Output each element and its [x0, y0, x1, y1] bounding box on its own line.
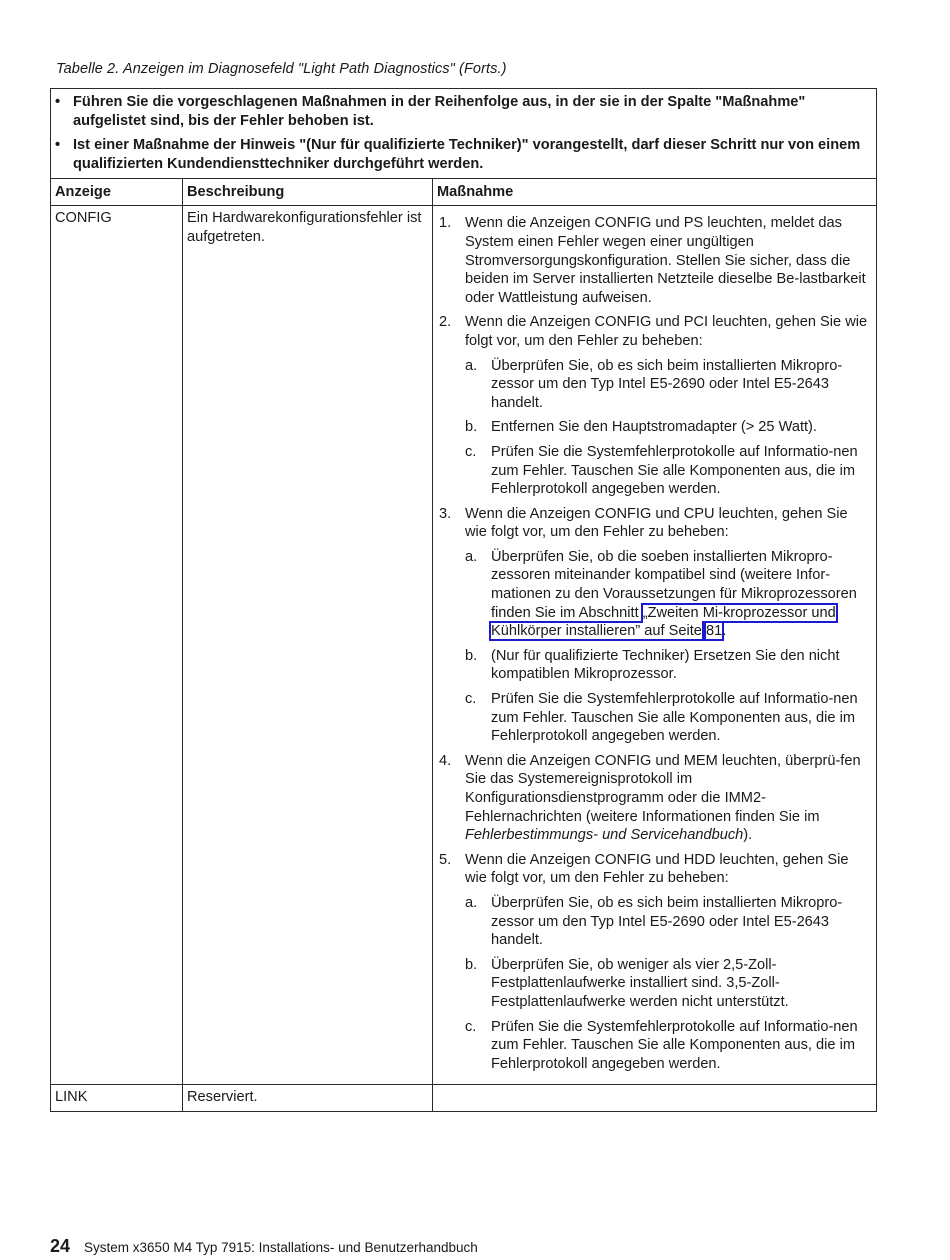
sub-text-end: .	[722, 623, 727, 640]
sub-text: Prüfen Sie die Systemfehlerprotokolle auf Informatio-nen zum Fehler. Tauschen Sie alle Komponenten aus, die im Fehlerprotokoll angegeben werden.	[491, 443, 858, 498]
sub-letter: c.	[465, 691, 477, 708]
sub-letter: b.	[465, 647, 478, 664]
step-number: 4.	[439, 752, 452, 769]
sub-step	[465, 443, 872, 499]
sub-letter: b.	[465, 419, 478, 436]
step-number: 1.	[439, 215, 452, 232]
note-text: Ist einer Maßnahme der Hinweis "(Nur für qualifizierte Techniker)" vorangestellt, darf dieser Schritt nur von einem qualifizierten Kundendiensttechniker durchgeführt werden.	[73, 137, 861, 172]
sub-step	[465, 357, 872, 413]
header-massnahme: Maßnahme	[433, 179, 877, 206]
document-title: System x3650 M4 Typ 7915: Installations- und Benutzerhandbuch	[84, 1240, 478, 1255]
action-step	[439, 505, 872, 746]
page-reference-link[interactable]: 81	[705, 623, 723, 640]
action-step	[439, 313, 872, 498]
page-number: 24	[50, 1236, 71, 1256]
diagnostics-table	[50, 88, 877, 1112]
step-text: Wenn die Anzeigen CONFIG und HDD leuchten, gehen Sie wie folgt vor, um den Fehler zu beheben:	[465, 851, 849, 887]
notes-row	[51, 89, 877, 179]
action-steps	[439, 214, 872, 1073]
step-number: 5.	[439, 851, 452, 868]
action-step	[439, 851, 872, 1074]
cell-massnahme	[433, 206, 877, 1085]
table-caption: Tabelle 2. Anzeigen im Diagnosefeld "Light Path Diagnostics" (Forts.)	[56, 61, 507, 77]
sub-step	[465, 690, 872, 746]
bullet-icon: •	[55, 137, 61, 154]
sub-step	[465, 956, 872, 1012]
step-text: Wenn die Anzeigen CONFIG und CPU leuchten, gehen Sie wie folgt vor, um den Fehler zu beheben:	[465, 505, 848, 541]
sub-letter: b.	[465, 956, 478, 973]
sub-step	[465, 548, 872, 641]
cell-anzeige: CONFIG	[51, 206, 183, 1085]
sub-text: Überprüfen Sie, ob es sich beim installierten Mikropro-zessor um den Typ Intel E5-2690 oder Intel E5-2643 handelt.	[491, 894, 843, 949]
sub-letter: c.	[465, 1018, 477, 1035]
cell-beschreibung: Reserviert.	[183, 1085, 433, 1112]
cell-massnahme	[433, 1085, 877, 1112]
sub-text: Überprüfen Sie, ob es sich beim installierten Mikropro-zessor um den Typ Intel E5-2690 oder Intel E5-2643 handelt.	[491, 357, 843, 411]
sub-text: (Nur für qualifizierte Techniker) Ersetzen Sie den nicht kompatiblen Mikroprozessor.	[491, 647, 840, 683]
cell-beschreibung: Ein Hardwarekonfigurationsfehler ist aufgetreten.	[183, 206, 433, 1085]
sub-text: Prüfen Sie die Systemfehlerprotokolle auf Informatio-nen zum Fehler. Tauschen Sie alle Komponenten aus, die im Fehlerprotokoll angegeben werden.	[491, 1018, 858, 1072]
step-number: 2.	[439, 314, 452, 331]
sub-text: Prüfen Sie die Systemfehlerprotokolle auf Informatio-nen zum Fehler. Tauschen Sie alle Komponenten aus, die im Fehlerprotokoll angegeben werden.	[491, 691, 858, 745]
header-anzeige: Anzeige	[51, 179, 183, 206]
cell-anzeige: LINK	[51, 1085, 183, 1112]
sub-text: Überprüfen Sie, ob weniger als vier 2,5-Zoll-Festplattenlaufwerke installiert sind. 3,5-Zoll-Festplattenlaufwerke werden nicht unterstützt.	[491, 956, 789, 1010]
instruction-note	[55, 93, 870, 130]
sub-text: Überprüfen Sie, ob die soeben installierten Mikropro-zessoren miteinander kompatibel sind (weitere Infor-mationen zu den Voraussetzungen für Mikroprozessoren finden Sie im Abschnitt	[491, 548, 857, 621]
header-beschreibung: Beschreibung	[183, 179, 433, 206]
bullet-icon: •	[55, 94, 61, 110]
step-text: Wenn die Anzeigen CONFIG und PS leuchten, meldet das System einen Fehler wegen einer ungültigen Stromversorgungskonfiguration. Stellen Sie sicher, dass die beiden im Server installierten Netzteile dieselbe Be-lastbarkeit oder Wattleistung aufweisen.	[465, 215, 866, 306]
action-step	[439, 214, 872, 307]
step-italic-title: Fehlerbestimmungs- und Servicehandbuch	[465, 827, 744, 844]
step-text: Wenn die Anzeigen CONFIG und MEM leuchten, überprü-fen Sie das Systemereignisprotokoll im Konfigurationsdienstprogramm oder die IMM2-Fehlernachrichten (weitere Informationen finden Sie im	[465, 752, 861, 825]
sub-step	[465, 647, 872, 684]
action-step	[439, 752, 872, 845]
instructions-cell	[51, 89, 877, 179]
sub-step	[465, 1018, 872, 1074]
step-number: 3.	[439, 505, 452, 522]
sub-letter: a.	[465, 894, 478, 911]
sub-letter: a.	[465, 357, 478, 374]
step-text: Wenn die Anzeigen CONFIG und PCI leuchten, gehen Sie wie folgt vor, um den Fehler zu beheben:	[465, 314, 868, 349]
table-row	[51, 1085, 877, 1112]
sub-letter: c.	[465, 443, 477, 460]
sub-step	[465, 894, 872, 950]
table-row	[51, 206, 877, 1085]
note-text: Führen Sie die vorgeschlagenen Maßnahmen in der Reihenfolge aus, in der sie in der Spalte "Maßnahme" aufgelistet sind, bis der Fehler behoben ist.	[73, 94, 806, 129]
sub-text: Entfernen Sie den Hauptstromadapter (> 25 Watt).	[491, 419, 817, 436]
header-row	[51, 179, 877, 206]
page-footer	[50, 1236, 478, 1257]
instruction-note	[55, 136, 870, 173]
sub-step	[465, 418, 872, 437]
cross-reference-link[interactable]: „Zweiten Mi-kroprozessor und Kühlkörper installieren” auf Seite	[491, 604, 836, 640]
step-text-end: ).	[743, 827, 753, 844]
sub-letter: a.	[465, 548, 478, 565]
